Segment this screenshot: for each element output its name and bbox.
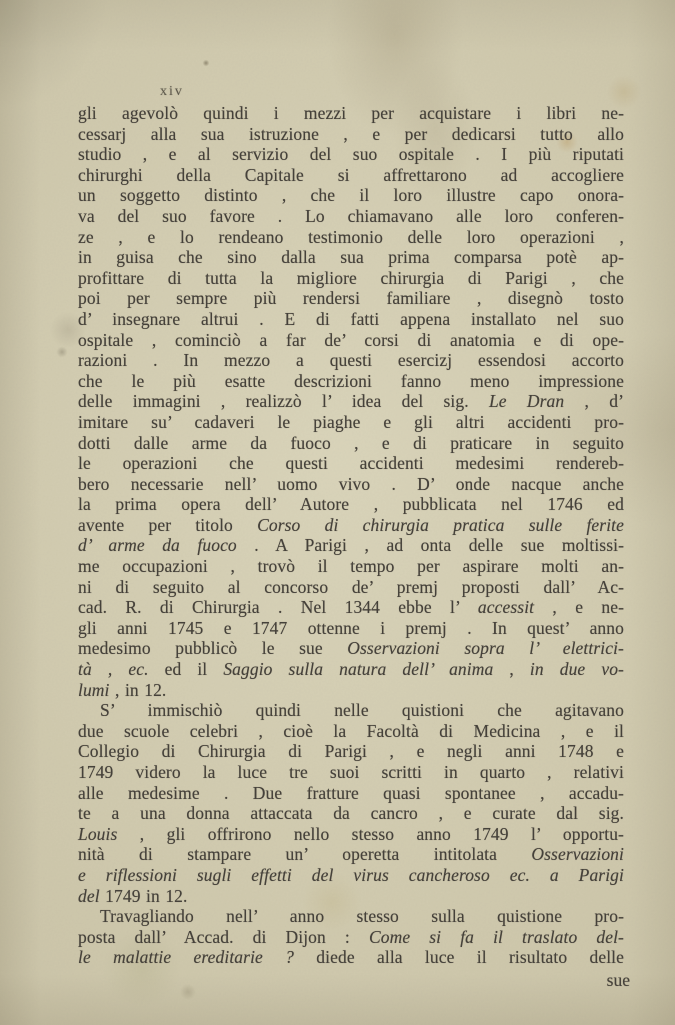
text-line: Louis , gli offrirono nello stesso anno 1749 l’ opportu- — [78, 823, 624, 844]
text-line: gli agevolò quindi i mezzi per acquistare i libri ne- — [78, 103, 624, 123]
text-line: va del suo favore . Lo chiamavano alle loro conferen- — [78, 205, 624, 226]
text-line: poi per sempre più rendersi familiare , disegnò tosto — [78, 288, 624, 309]
text-line: medesimo pubblicò le sue Osservazioni sopra l’ elettrici- — [78, 638, 624, 659]
text-line: 1749 videro la luce tre suoi scritti in quarto , relativi — [78, 762, 624, 782]
text-line: alle medesime . Due fratture quasi spontanee , accadu- — [78, 782, 624, 803]
text-line: Travagliando nell’ anno stesso sulla quistione pro- — [100, 906, 624, 927]
text-line: dotti dalle arme da fuoco , e di praticare in seguito — [78, 432, 624, 453]
text-line: due scuole celebri , cioè la Facoltà di Medicina , e il — [78, 720, 624, 741]
text-line: te a una donna attaccata da cancro , e curate dal sig. — [78, 803, 624, 824]
page-number: xiv — [160, 84, 184, 99]
text-line: nità di stampare un’ operetta intitolata Osservazioni — [78, 844, 624, 865]
text-line: del 1749 in 12. — [78, 885, 188, 906]
text-line: bero necessarie nell’ uomo vivo . D’ onde nacque anche — [78, 473, 624, 494]
text-line: razioni . In mezzo a questi esercizj essendosi accorto — [78, 350, 624, 371]
text-line: la prima opera dell’ Autore , pubblicata nel 1746 ed — [78, 494, 624, 515]
text-line: gli anni 1745 e 1747 ottenne i premj . In quest’ anno — [78, 617, 624, 638]
text-line: d’ arme da fuoco . A Parigi , ad onta delle sue moltissi- — [78, 535, 624, 556]
text-line: ospitale , cominciò a far de’ corsi di anatomia e di ope- — [78, 329, 624, 350]
text-line: ze , e lo rendeano testimonio delle loro operazioni , — [78, 226, 624, 247]
text-line: avente per titolo Corso di chirurgia pratica sulle ferite — [78, 514, 624, 535]
text-line: cessarj alla sua istruzione , e per dedicarsi tutto allo — [78, 123, 624, 144]
text-line: profittare di tutta la migliore chirurgia di Parigi , che — [78, 267, 624, 288]
text-line: le operazioni che questi accidenti medesimi rendereb- — [78, 453, 624, 474]
text-line: ni di seguito al concorso de’ premj proposti dall’ Ac- — [78, 576, 624, 597]
text-line: Collegio di Chirurgia di Parigi , e negli anni 1748 e — [78, 741, 624, 762]
text-line: me occupazioni , trovò il tempo per aspirare molti an- — [78, 556, 624, 577]
text-line: tà , ec. ed il Saggio sulla natura dell’ anima , in due vo- — [78, 659, 624, 680]
text-line: delle immagini , realizzò l’ idea del sig. Le Dran , d’ — [78, 391, 624, 412]
text-line: le malattie ereditarie ? diede alla luce il risultato delle — [78, 947, 624, 968]
text-line: S’ immischiò quindi nelle quistioni che agitavano — [100, 700, 624, 721]
catchword: sue — [606, 970, 630, 990]
text-line: e riflessioni sugli effetti del virus cancheroso ec. a Parigi — [78, 864, 624, 885]
text-line: lumi , in 12. — [78, 679, 167, 700]
text-line: posta dall’ Accad. di Dijon : Come si fa il traslato del- — [78, 926, 624, 947]
text-line: studio , e al servizio del suo ospitale . I più riputati — [78, 144, 624, 165]
text-line: in guisa che sino dalla sua prima comparsa potè ap- — [78, 247, 624, 268]
text-line: imitare su’ cadaveri le piaghe e gli altri accidenti pro- — [78, 411, 624, 432]
body-text — [78, 103, 624, 968]
text-line: chirurghi della Capitale si affrettarono ad accogliere — [78, 164, 624, 185]
text-line: un soggetto distinto , che il loro illustre capo onora- — [78, 185, 624, 206]
text-line: che le più esatte descrizioni fanno meno impressione — [78, 370, 624, 391]
text-line: cad. R. di Chirurgia . Nel 1344 ebbe l’ accessit , e ne- — [78, 597, 625, 618]
text-line: d’ insegnare altrui . E di fatti appena installato nel suo — [78, 308, 624, 329]
